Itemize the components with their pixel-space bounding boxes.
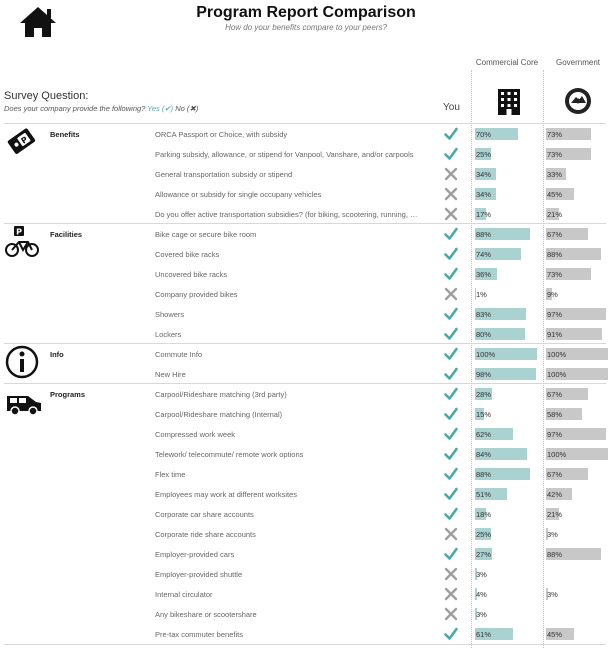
value-label-commercial-core: 25% <box>476 150 492 159</box>
column-header-government: Government <box>555 58 601 67</box>
yes-check-icon[interactable] <box>444 347 458 361</box>
question-label: Parking subsidy, allowance, or stipend for Vanpool, Vanshare, and/or carpools <box>155 150 414 159</box>
value-label-commercial-core: 4% <box>476 590 487 599</box>
survey-question-label: Survey Question: <box>4 90 89 102</box>
value-label-commercial-core: 36% <box>476 270 492 279</box>
value-label-commercial-core: 98% <box>476 370 492 379</box>
question-label: Lockers <box>155 330 182 339</box>
category-label: Facilities <box>50 230 83 239</box>
value-label-commercial-core: 88% <box>476 230 492 239</box>
value-label-commercial-core: 83% <box>476 310 492 319</box>
value-label-government: 21% <box>547 510 563 519</box>
value-label-government: 100% <box>547 370 567 379</box>
value-label-government: 33% <box>547 170 563 179</box>
value-label-government: 3% <box>547 590 558 599</box>
svg-text:P: P <box>16 227 22 237</box>
question-label: Pre-tax commuter benefits <box>155 630 243 639</box>
no-cross-icon[interactable] <box>444 287 458 301</box>
yes-check-icon[interactable] <box>444 487 458 501</box>
column-separator <box>471 70 472 648</box>
value-label-commercial-core: 1% <box>476 290 487 299</box>
value-label-commercial-core: 25% <box>476 530 492 539</box>
value-label-commercial-core: 18% <box>476 510 492 519</box>
question-label: Carpool/Rideshare matching (Internal) <box>155 410 283 419</box>
value-label-government: 100% <box>547 350 567 359</box>
value-label-commercial-core: 15% <box>476 410 492 419</box>
yes-check-icon[interactable] <box>444 547 458 561</box>
category-divider <box>4 644 606 645</box>
value-label-commercial-core: 70% <box>476 130 492 139</box>
yes-check-icon[interactable] <box>444 247 458 261</box>
value-label-commercial-core: 51% <box>476 490 492 499</box>
value-label-government: 73% <box>547 150 563 159</box>
question-label: Employer-provided shuttle <box>155 570 243 579</box>
value-label-commercial-core: 62% <box>476 430 492 439</box>
value-label-commercial-core: 100% <box>476 350 496 359</box>
value-label-government: 67% <box>547 470 563 479</box>
yes-check-icon[interactable] <box>444 127 458 141</box>
value-label-government: 58% <box>547 410 563 419</box>
question-label: Commute Info <box>155 350 203 359</box>
question-label: Allowance or subsidy for single occupany vehicles <box>155 190 322 199</box>
svg-text:P: P <box>19 134 30 146</box>
value-label-government: 73% <box>547 270 563 279</box>
category-divider <box>4 343 606 344</box>
category-divider <box>4 223 606 224</box>
question-label: Compressed work week <box>155 430 236 439</box>
category-label: Programs <box>50 390 86 399</box>
bike-parking-icon <box>4 224 40 260</box>
value-label-government: 88% <box>547 250 563 259</box>
value-label-commercial-core: 17% <box>476 210 492 219</box>
question-label: Internal circulator <box>155 590 213 599</box>
no-cross-icon[interactable] <box>444 607 458 621</box>
value-label-commercial-core: 74% <box>476 250 492 259</box>
value-label-government: 42% <box>547 490 563 499</box>
question-label: New Hire <box>155 370 186 379</box>
value-label-government: 73% <box>547 130 563 139</box>
yes-check-icon[interactable] <box>444 407 458 421</box>
question-label: Covered bike racks <box>155 250 220 259</box>
value-label-commercial-core: 61% <box>476 630 492 639</box>
yes-check-icon[interactable] <box>444 267 458 281</box>
yes-check-icon[interactable] <box>444 447 458 461</box>
value-label-commercial-core: 3% <box>476 610 487 619</box>
question-label: Carpool/Rideshare matching (3rd party) <box>155 390 287 399</box>
column-header-you: You <box>443 102 460 113</box>
column-header-commercial-core: Commercial Core <box>475 58 539 67</box>
category-divider <box>4 383 606 384</box>
value-label-government: 100% <box>547 450 567 459</box>
value-label-commercial-core: 3% <box>476 570 487 579</box>
value-label-commercial-core: 80% <box>476 330 492 339</box>
category-divider <box>4 123 606 124</box>
question-label: Bike cage or secure bike room <box>155 230 257 239</box>
value-label-government: 91% <box>547 330 563 339</box>
question-label: ORCA Passport or Choice, with subsidy <box>155 130 288 139</box>
van-icon <box>4 384 40 420</box>
question-label: Flex time <box>155 470 186 479</box>
home-icon[interactable] <box>18 5 58 39</box>
no-cross-icon[interactable] <box>444 567 458 581</box>
value-label-government: 67% <box>547 390 563 399</box>
yes-check-icon[interactable] <box>444 627 458 641</box>
survey-question-prompt <box>4 104 198 113</box>
yes-check-icon[interactable] <box>444 327 458 341</box>
question-label: General transportation subsidy or stipend <box>155 170 293 179</box>
legend-no: No (✖) <box>175 104 199 113</box>
no-cross-icon[interactable] <box>444 187 458 201</box>
question-label: Showers <box>155 310 185 319</box>
question-label: Uncovered bike racks <box>155 270 228 279</box>
legend-yes: Yes (✔) <box>147 104 174 113</box>
no-cross-icon[interactable] <box>444 527 458 541</box>
info-icon <box>4 344 40 380</box>
parking-tag-icon <box>4 124 40 160</box>
yes-check-icon[interactable] <box>444 147 458 161</box>
page-subtitle: How do your benefits compare to your peers? <box>225 23 387 32</box>
question-label: Any bikeshare or scootershare <box>155 610 257 619</box>
value-label-commercial-core: 27% <box>476 550 492 559</box>
yes-check-icon[interactable] <box>444 507 458 521</box>
question-label: Telework/ telecommute/ remote work options <box>155 450 304 459</box>
value-label-government: 97% <box>547 430 563 439</box>
yes-check-icon[interactable] <box>444 227 458 241</box>
value-label-government: 21% <box>547 210 563 219</box>
page-title: Program Report Comparison <box>196 4 416 21</box>
value-label-government: 97% <box>547 310 563 319</box>
question-label: Corporate car share accounts <box>155 510 254 519</box>
yes-check-icon[interactable] <box>444 307 458 321</box>
no-cross-icon[interactable] <box>444 207 458 221</box>
yes-check-icon[interactable] <box>444 387 458 401</box>
question-label: Employer-provided cars <box>155 550 235 559</box>
question-label: Corporate ride share accounts <box>155 530 256 539</box>
value-label-commercial-core: 34% <box>476 190 492 199</box>
yes-check-icon[interactable] <box>444 467 458 481</box>
column-separator <box>543 70 544 648</box>
no-cross-icon[interactable] <box>444 587 458 601</box>
no-cross-icon[interactable] <box>444 167 458 181</box>
building-icon <box>494 86 524 116</box>
question-label: Employees may work at different worksites <box>155 490 297 499</box>
value-label-commercial-core: 88% <box>476 470 492 479</box>
value-label-commercial-core: 84% <box>476 450 492 459</box>
survey-prompt-text: Does your company provide the following? <box>4 104 146 113</box>
value-label-government: 45% <box>547 190 563 199</box>
yes-check-icon[interactable] <box>444 367 458 381</box>
question-label: Company provided bikes <box>155 290 238 299</box>
value-label-government: 9% <box>547 290 558 299</box>
value-label-government: 67% <box>547 230 563 239</box>
category-label: Info <box>50 350 64 359</box>
value-label-government: 88% <box>547 550 563 559</box>
question-label: Do you offer active transportation subsidies? (for biking, scootering, running, … <box>155 210 418 219</box>
value-label-commercial-core: 34% <box>476 170 492 179</box>
value-label-commercial-core: 28% <box>476 390 492 399</box>
value-label-government: 45% <box>547 630 563 639</box>
value-label-government: 3% <box>547 530 558 539</box>
category-label: Benefits <box>50 130 80 139</box>
yes-check-icon[interactable] <box>444 427 458 441</box>
government-seal-icon <box>563 86 593 116</box>
